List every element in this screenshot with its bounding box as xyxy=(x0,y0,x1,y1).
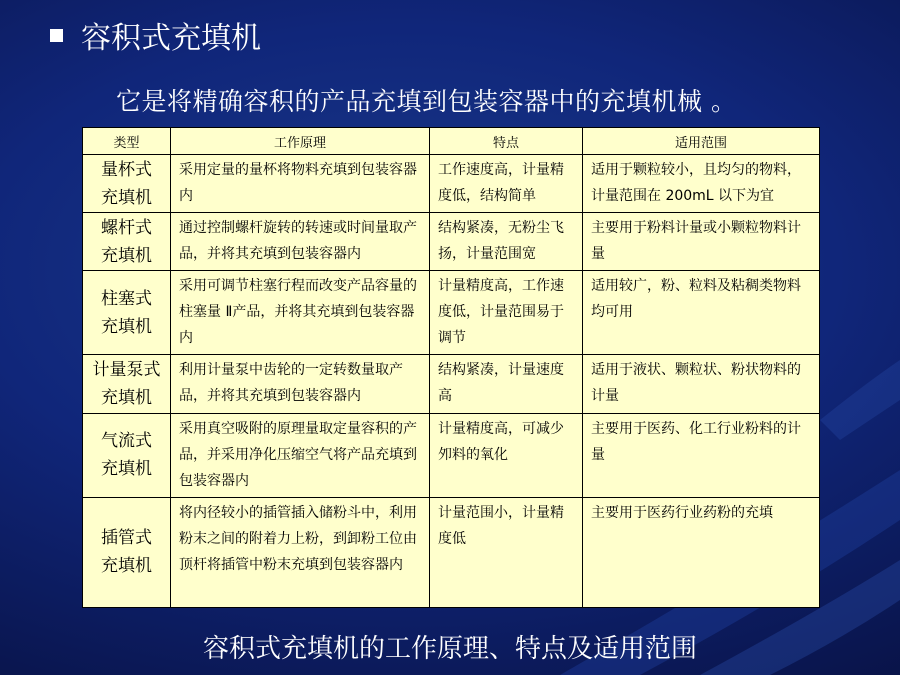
type-line: 螺杆式 xyxy=(101,217,152,238)
type-line: 柱塞式 xyxy=(101,288,152,309)
scope-cell: 主要用于医药行业药粉的充填 xyxy=(583,497,820,607)
header-scope: 适用范围 xyxy=(583,128,820,155)
scope-cell: 主要用于粉料计量或小颗粒物料计量 xyxy=(583,213,820,271)
type-cell xyxy=(83,497,171,607)
comparison-table xyxy=(82,127,819,608)
slide-title-text: 容积式充填机 xyxy=(81,21,261,56)
principle-cell: 采用可调节柱塞行程而改变产品容量的柱塞量 Ⅱ产品，并将其充填到包装容器内 xyxy=(171,271,430,355)
type-cell xyxy=(83,155,171,213)
features-cell: 计量精度高，可减少 夘料的氧化 xyxy=(430,413,583,497)
type-line: 充填机 xyxy=(101,387,152,408)
table-caption: 容积式充填机的工作原理、特点及适用范围 xyxy=(202,634,697,664)
principle-cell: 采用定量的量杯将物料充填到包装容器内 xyxy=(171,155,430,213)
type-line: 计量泵式 xyxy=(92,359,161,380)
principle-cell: 将内径较小的插管插入储粉斗中，利用粉末之间的附着力上粉，到卸粉工位由顶杆将插管中粉末充填到包装容器内 xyxy=(171,497,430,607)
header-features: 特点 xyxy=(430,128,583,155)
type-line: 充填机 xyxy=(101,459,152,480)
principle-cell: 通过控制螺杆旋转的转速或时间量取产品，并将其充填到包装容器内 xyxy=(171,213,430,271)
features-cell: 计量精度高，工作速度低，计量范围易于调节 xyxy=(430,271,583,355)
type-cell xyxy=(83,271,171,355)
table-row xyxy=(83,155,820,213)
principle-cell: 采用真空吸附的原理量取定量容积的产品，并采用净化压缩空气将产品充填到包装容器内 xyxy=(171,413,430,497)
features-cell: 结构紧凑，计量速度高 xyxy=(430,355,583,413)
principle-cell: 利用计量泵中齿轮的一定转数量取产品，并将其充填到包装容器内 xyxy=(171,355,430,413)
type-cell xyxy=(83,213,171,271)
type-cell xyxy=(83,413,171,497)
type-line: 充填机 xyxy=(101,187,152,208)
features-cell: 结构紧凑，无粉尘飞扬，计量范围宽 xyxy=(430,213,583,271)
type-line: 气流式 xyxy=(101,431,152,452)
table-row xyxy=(83,413,820,497)
header-type: 类型 xyxy=(83,128,171,155)
scope-cell: 适用于颗粒较小，且均匀的物料，计量范围在 200mL 以下为宜 xyxy=(583,155,820,213)
type-line: 充填机 xyxy=(101,316,152,337)
table-row xyxy=(83,355,820,413)
table-row xyxy=(83,213,820,271)
type-cell xyxy=(83,355,171,413)
scope-cell: 适用较广，粉、粒料及粘稠类物料均可用 xyxy=(583,271,820,355)
table-header-row xyxy=(83,128,820,155)
features-cell: 工作速度高，计量精度低，结构简单 xyxy=(430,155,583,213)
square-bullet-icon xyxy=(50,29,63,42)
type-line: 充填机 xyxy=(101,245,152,266)
type-line: 量杯式 xyxy=(101,159,152,180)
header-principle: 工作原理 xyxy=(171,128,430,155)
scope-cell: 适用于液状、颗粒状、粉状物料的计量 xyxy=(583,355,820,413)
type-line: 插管式 xyxy=(101,528,152,549)
slide-title xyxy=(50,12,261,58)
intro-text: 它是将精确容积的产品充填到包装容器中的充填机械 。 xyxy=(116,87,737,116)
type-line: 充填机 xyxy=(101,556,152,577)
table-row xyxy=(83,497,820,607)
features-cell: 计量范围小，计量精度低 xyxy=(430,497,583,607)
scope-cell: 主要用于医药、化工行业粉料的计量 xyxy=(583,413,820,497)
table-row xyxy=(83,271,820,355)
